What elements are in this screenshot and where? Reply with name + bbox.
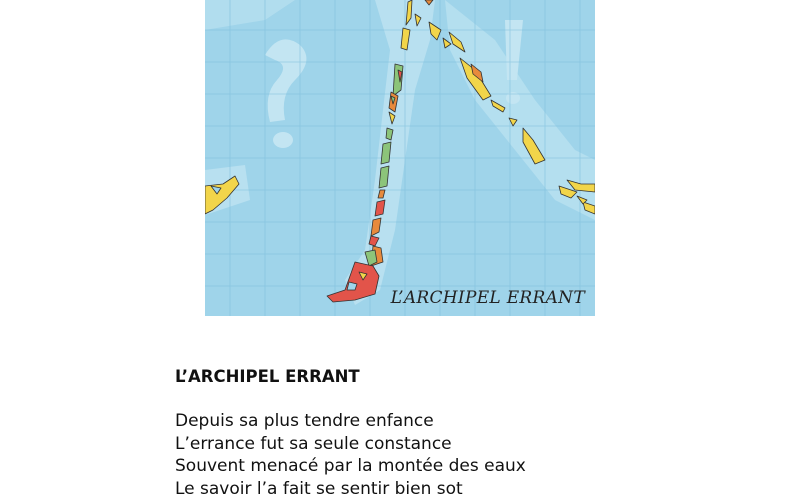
poem-line-2: L’errance fut sa seule constance (175, 433, 452, 454)
poem-line-4: Le savoir l’a fait se sentir bien sot (175, 478, 463, 499)
poem-line-1: Depuis sa plus tendre enfance (175, 411, 434, 431)
archipelago-map (205, 0, 595, 316)
poem (175, 366, 675, 500)
map-caption: L’ARCHIPEL ERRANT (390, 288, 585, 308)
poem-title: L’ARCHIPEL ERRANT (175, 367, 360, 386)
map-illustration (205, 0, 595, 316)
poem-line-3: Souvent menacé par la montée des eaux (175, 456, 526, 476)
